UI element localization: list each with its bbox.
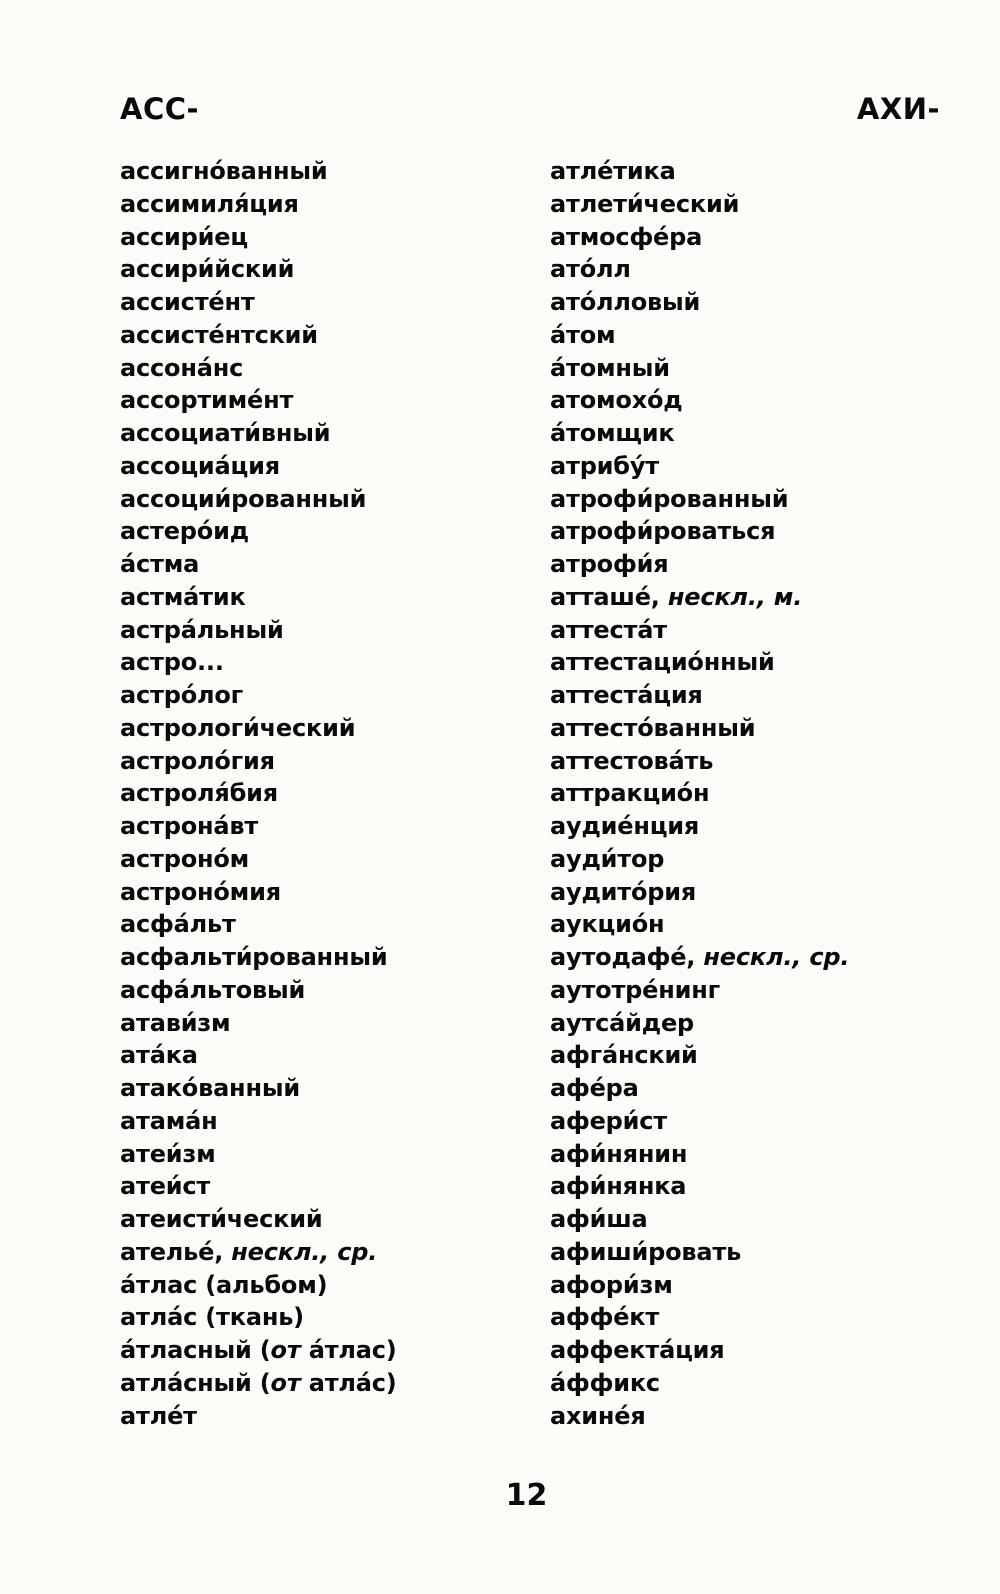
- entry: [120, 1236, 520, 1269]
- entry: астро́лог: [120, 681, 244, 709]
- entry: астро...: [120, 648, 224, 677]
- gloss: атла́с): [300, 1368, 397, 1397]
- entry: астроно́мия: [120, 877, 281, 906]
- entry: [120, 1334, 520, 1367]
- entry: асфа́льт: [120, 910, 236, 939]
- entry: аффе́кт: [550, 1303, 660, 1332]
- entry: аудито́рия: [550, 877, 697, 906]
- grammar-label: нескл., ср.: [231, 1237, 378, 1266]
- headword: аутодафе́,: [550, 943, 704, 971]
- entry: аудие́нция: [550, 812, 700, 840]
- entry: аутотре́нинг: [550, 975, 720, 1004]
- entry: аттеста́ция: [550, 681, 703, 709]
- entry: атрофи́рованный: [550, 484, 789, 513]
- entry: а́томщик: [550, 419, 675, 447]
- entry: ассигно́ванный: [120, 157, 328, 185]
- running-head-left: АСС-: [120, 92, 200, 126]
- entry: афери́ст: [550, 1106, 668, 1135]
- entry: астроля́бия: [120, 779, 278, 808]
- entry: ата́ка: [120, 1041, 198, 1070]
- entry: атле́тика: [550, 157, 676, 185]
- entry: а́тлас (альбом): [120, 1270, 328, 1299]
- entry: аутса́йдер: [550, 1008, 695, 1037]
- entry: ассири́йский: [120, 255, 295, 284]
- running-head-right: АХИ-: [856, 92, 940, 126]
- entry: аттестова́ть: [550, 746, 714, 775]
- headword: атла́сный (: [120, 1368, 271, 1397]
- entry: атама́н: [120, 1106, 218, 1135]
- entry: аттесто́ванный: [550, 713, 756, 742]
- entry: ассисте́нт: [120, 288, 255, 316]
- entry: афе́ра: [550, 1074, 639, 1102]
- grammar-label: от: [270, 1368, 301, 1397]
- entry: аттракцио́н: [550, 779, 710, 808]
- entry: ассимиля́ция: [120, 189, 299, 218]
- entry: астра́льный: [120, 615, 284, 644]
- entry: ассоциа́ция: [120, 451, 280, 480]
- entry: ассортиме́нт: [120, 386, 294, 415]
- entry: атави́зм: [120, 1008, 231, 1037]
- entry: а́стма: [120, 550, 200, 578]
- headword: атташе́,: [550, 582, 668, 611]
- grammar-label: нескл., м.: [667, 582, 803, 611]
- entry: атлети́ческий: [550, 189, 740, 218]
- entry: ассири́ец: [120, 222, 248, 251]
- page-number: 12: [505, 1478, 548, 1513]
- grammar-label: от: [270, 1336, 301, 1364]
- entry: [550, 941, 970, 974]
- entry: астрона́вт: [120, 812, 259, 840]
- headword: а́тласный (: [120, 1336, 271, 1364]
- entry: аттеста́т: [550, 615, 667, 644]
- entry: асфа́льтовый: [120, 975, 306, 1004]
- right-column: [550, 155, 970, 1432]
- entry: ассисте́нтский: [120, 320, 318, 349]
- entry: аукцио́н: [550, 910, 665, 939]
- entry: атрофи́я: [550, 550, 669, 578]
- entry: афи́нянин: [550, 1139, 688, 1168]
- entry: астеро́ид: [120, 517, 249, 546]
- entry: афиши́ровать: [550, 1237, 742, 1266]
- entry: афи́ша: [550, 1205, 648, 1233]
- grammar-label: нескл., ср.: [703, 943, 850, 971]
- left-column: [120, 155, 520, 1432]
- entry: афи́нянка: [550, 1172, 687, 1201]
- entry: астроло́гия: [120, 746, 275, 775]
- entry: атмосфе́ра: [550, 222, 703, 251]
- entry: атеи́ст: [120, 1172, 211, 1201]
- entry: [550, 581, 970, 614]
- entry: атрибу́т: [550, 451, 660, 480]
- entry: ауди́тор: [550, 844, 665, 873]
- entry: атла́с (ткань): [120, 1303, 304, 1332]
- entry: а́ффикс: [550, 1368, 660, 1397]
- entry: ассоциати́вный: [120, 419, 331, 447]
- entry: аттестацио́нный: [550, 648, 775, 677]
- gloss: а́тлас): [300, 1336, 397, 1364]
- entry: атле́т: [120, 1401, 197, 1430]
- entry: афори́зм: [550, 1270, 673, 1299]
- entry: ато́лл: [550, 255, 631, 284]
- entry: а́томный: [550, 353, 670, 382]
- entry: атеисти́ческий: [120, 1205, 323, 1233]
- entry: астма́тик: [120, 582, 246, 611]
- entry: атрофи́роваться: [550, 517, 776, 546]
- headword: ателье́,: [120, 1237, 232, 1266]
- entry: атако́ванный: [120, 1074, 300, 1102]
- entry: [120, 1367, 520, 1400]
- entry: астроно́м: [120, 844, 250, 873]
- entry: ассоции́рованный: [120, 484, 367, 513]
- entry: афга́нский: [550, 1041, 698, 1070]
- entry: ахине́я: [550, 1401, 646, 1430]
- entry: атомохо́д: [550, 386, 683, 415]
- entry: атеи́зм: [120, 1139, 216, 1168]
- entry: астрологи́ческий: [120, 713, 356, 742]
- entry: ато́лловый: [550, 288, 701, 316]
- entry: ассона́нс: [120, 353, 244, 382]
- entry: аффекта́ция: [550, 1336, 725, 1364]
- entry: а́том: [550, 320, 616, 349]
- entry: асфальти́рованный: [120, 943, 388, 971]
